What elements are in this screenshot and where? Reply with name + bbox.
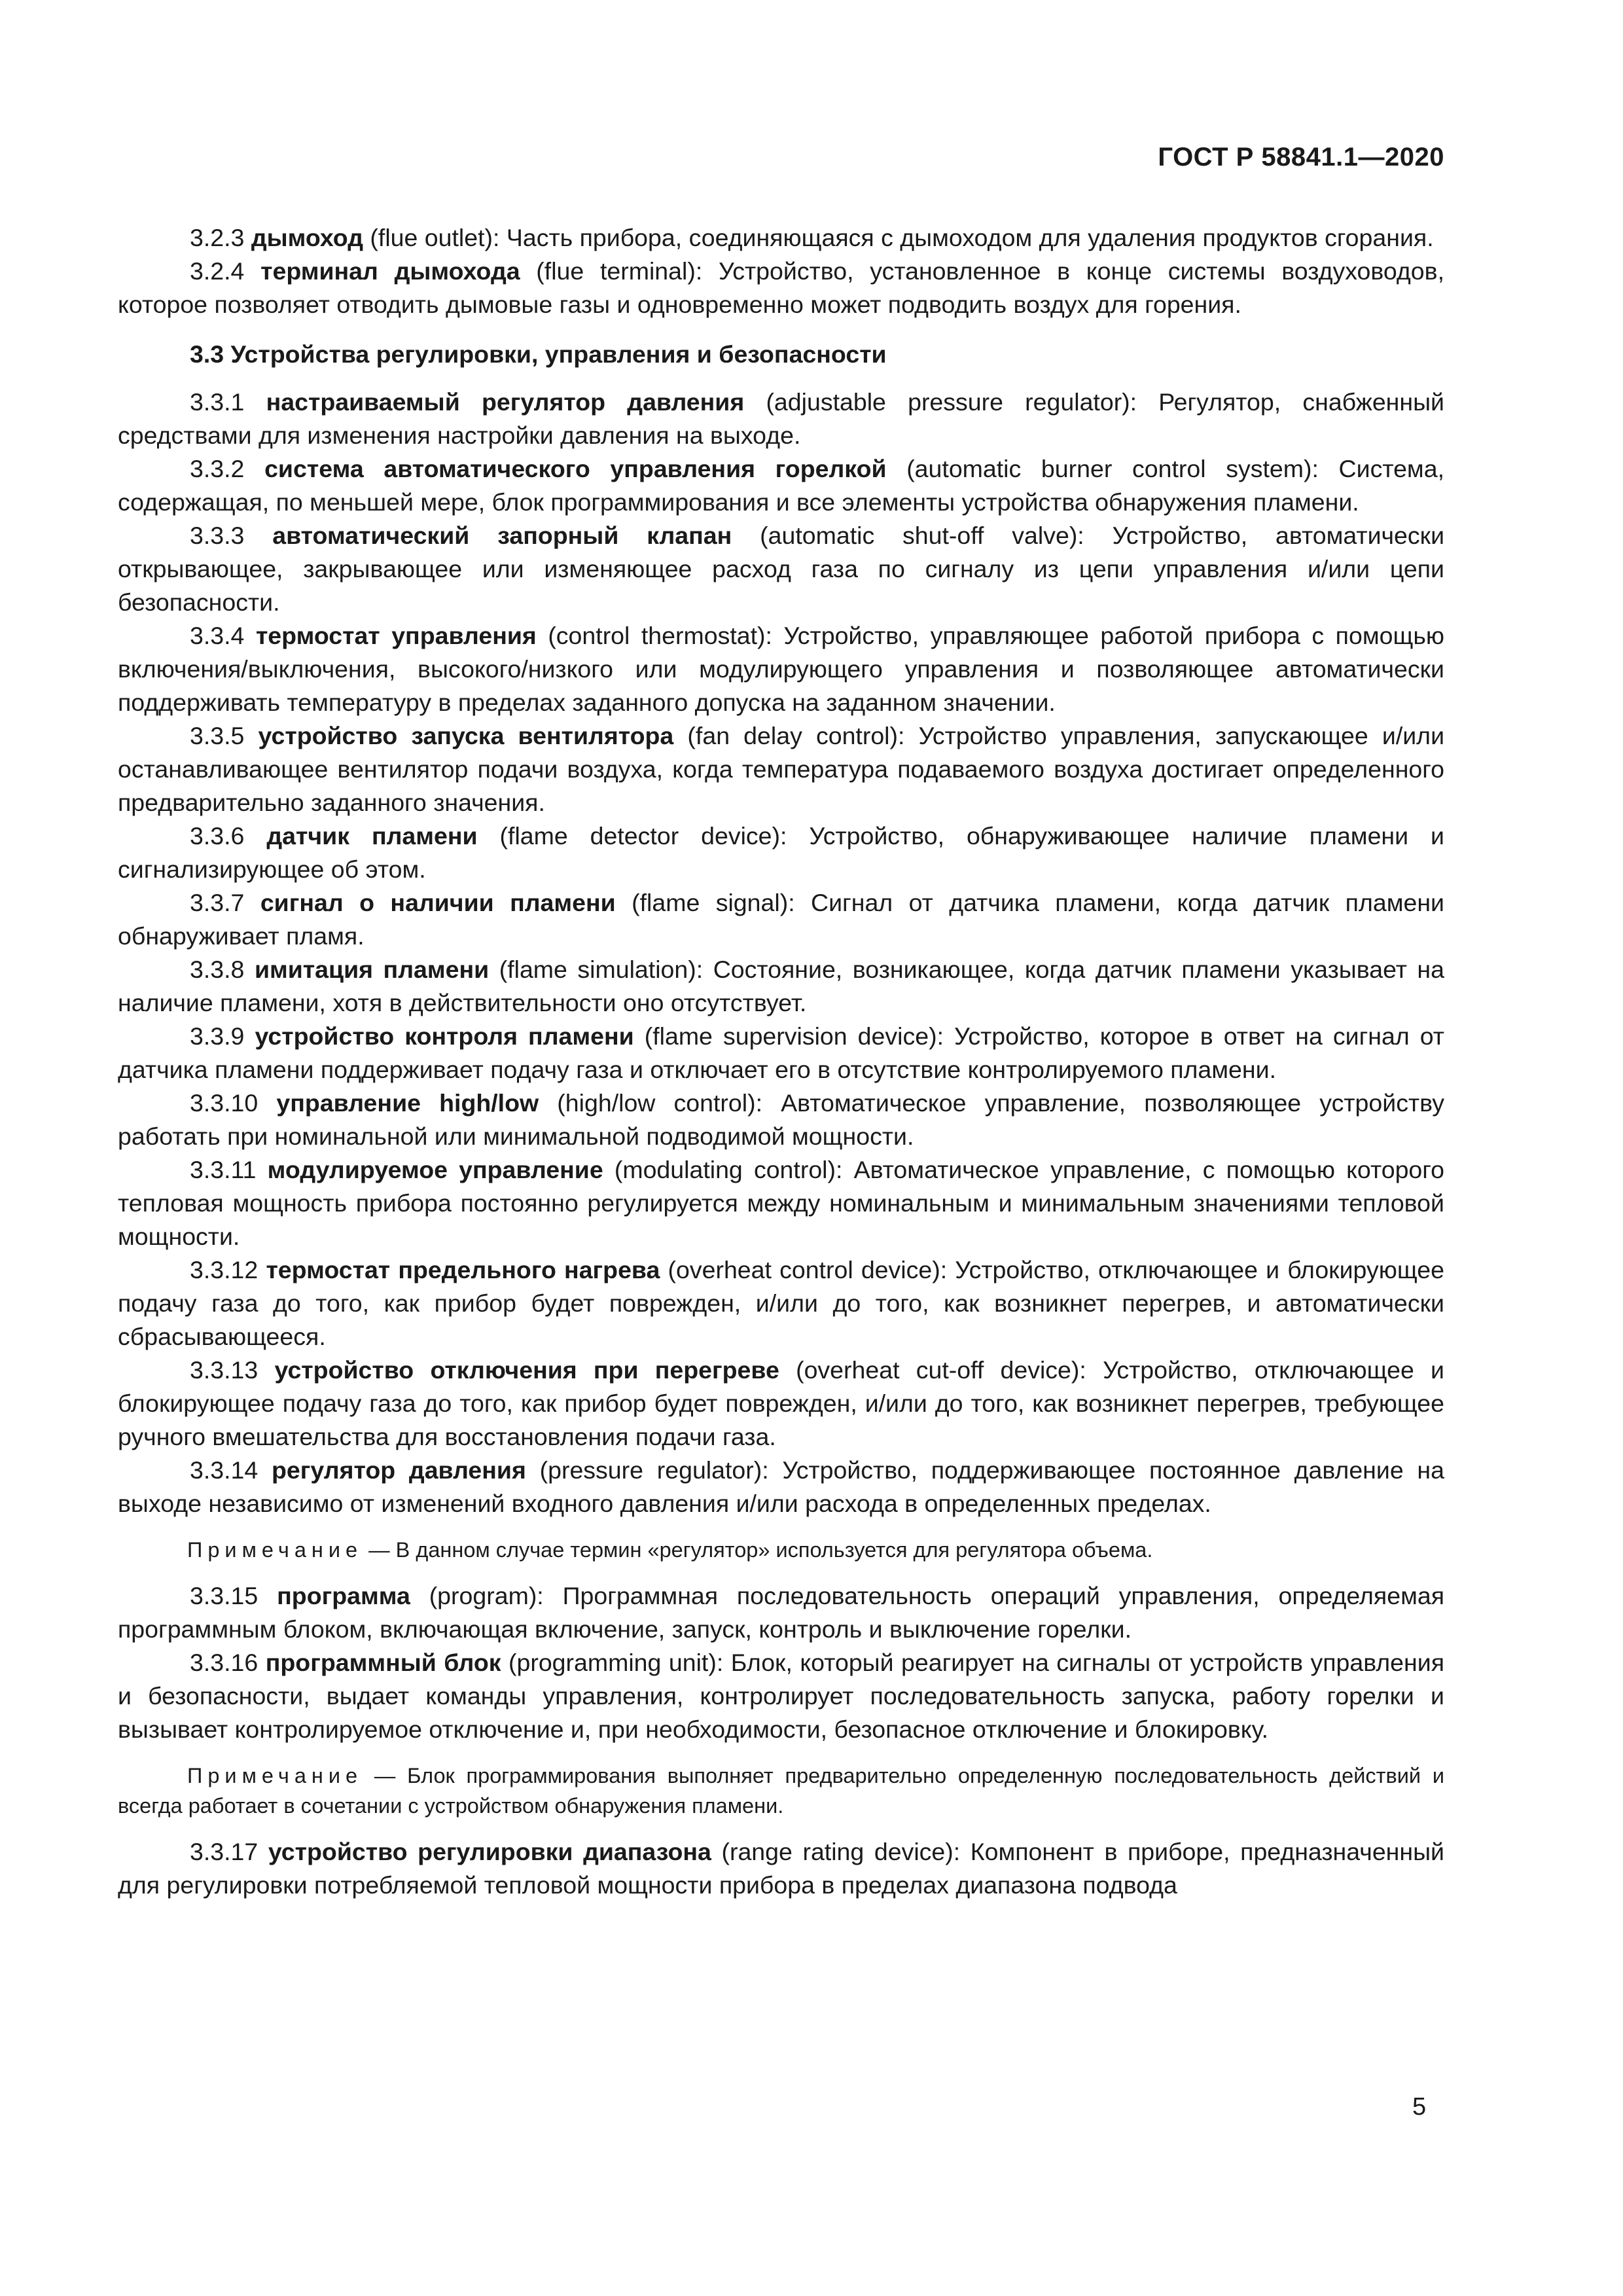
term: регулятор давления [272, 1456, 526, 1484]
note: Примечание — В данном случае термин «регулятор» используется для регулятора объема. [187, 1538, 1153, 1562]
definition-entry: 3.3.11 модулируемое управление (modulating control): Автоматическое управление, с помощью которого тепловая мощность прибора постоянно регулируется между номинальным и минимальным значениями тепловой мощности. [118, 1156, 1444, 1250]
entries-group-b [118, 386, 1444, 1520]
term: датчик пламени [266, 822, 478, 850]
term: термостат управления [255, 622, 537, 649]
term: программа [277, 1582, 410, 1609]
note: Примечание — Блок программирования выполняет предварительно определенную последовательность действий и всегда работает в сочетании с устройством обнаружения пламени. [118, 1764, 1444, 1818]
definition-entry: 3.3.3 автоматический запорный клапан (automatic shut-off valve): Устройство, автоматически открывающее, закрывающее или изменяющее расход газа по сигналу из цепи управления и/или цепи безопасности. [118, 522, 1445, 616]
note-label: Примечание [187, 1538, 363, 1562]
term: автоматический запорный клапан [272, 522, 732, 549]
definition-entry: 3.3.16 программный блок (programming unit): Блок, который реагирует на сигналы от устройств управления и безопасности, выдает команды управления, контролирует последовательность запуска, работу горелки и вызывает контролируемое отключение и, при необходимости, безопасное отключение и блокировку. [118, 1649, 1444, 1743]
term: сигнал о наличии пламени [260, 889, 616, 916]
definition-entry: 3.3.7 сигнал о наличии пламени (flame signal): Сигнал от датчика пламени, когда датчик пламени обнаруживает пламя. [118, 889, 1444, 950]
term: настраиваемый регулятор давления [266, 388, 745, 416]
definition-entry: 3.3.4 термостат управления (control thermostat): Устройство, управляющее работой прибора с помощью включения/выключения, высокого/низкого или модулирующего управления и позволяющее автоматически поддерживать температуру в пределах заданного допуска на заданном значении. [118, 622, 1444, 716]
definition-entry: 3.3.9 устройство контроля пламени (flame supervision device): Устройство, которое в ответ на сигнал от датчика пламени поддерживает подачу газа и отключает его в отсутствие контролируемого пламени. [118, 1022, 1444, 1083]
definition-entry: 3.3.17 устройство регулировки диапазона (range rating device): Компонент в приборе, предназначенный для регулировки потребляемой тепловой мощности прибора в пределах диапазона подвода [118, 1838, 1445, 1899]
section-heading: 3.3 Устройства регулировки, управления и безопасности [190, 340, 887, 368]
term: терминал дымохода [260, 257, 520, 285]
term: устройство запуска вентилятора [258, 722, 674, 749]
term: термостат предельного нагрева [266, 1256, 660, 1283]
definition-entry: 3.3.14 регулятор давления (pressure regulator): Устройство, поддерживающее постоянное давление на выходе независимо от изменений входного давления и/или расхода в определенных пределах. [118, 1456, 1444, 1517]
definition-entry: 3.3.15 программа (program): Программная последовательность операций управления, определяемая программным блоком, включающая включение, запуск, контроль и выключение горелки. [118, 1582, 1445, 1643]
entries-group-d [118, 1835, 1444, 1902]
definition-entry: 3.3.2 система автоматического управления горелкой (automatic burner control system): Система, содержащая, по меньшей мере, блок программирования и все элементы устройства обнаружения пламени. [118, 455, 1444, 516]
term: управление high/low [276, 1089, 539, 1117]
page-number: 5 [1412, 2093, 1427, 2121]
definition-entry: 3.3.10 управление high/low (high/low control): Автоматическое управление, позволяющее устройству работать при номинальной или минимальной подводимой мощности. [118, 1089, 1444, 1150]
term: устройство контроля пламени [255, 1022, 634, 1050]
term: дымоход [251, 224, 364, 251]
note-label: Примечание [187, 1764, 363, 1787]
definition-entry: 3.2.4 терминал дымохода (flue terminal): Устройство, установленное в конце системы воздуховодов, которое позволяет отводить дымовые газы и одновременно может подводить воздух для горения. [118, 257, 1444, 318]
definition-entry: 3.3.12 термостат предельного нагрева (overheat control device): Устройство, отключающее и блокирующее подачу газа до того, как прибор будет поврежден, и/или до того, как возникнет перегрев, и автоматически сбрасывающееся. [118, 1256, 1444, 1350]
term: модулируемое управление [267, 1156, 603, 1183]
entries-group-a [118, 221, 1444, 321]
definition-entry: 3.2.3 дымоход (flue outlet): Часть прибора, соединяющаяся с дымоходом для удаления продуктов сгорания. [190, 224, 1434, 251]
term: устройство регулировки диапазона [268, 1838, 711, 1865]
document-standard-header: ГОСТ Р 58841.1—2020 [1158, 143, 1444, 171]
definition-entry: 3.3.13 устройство отключения при перегреве (overheat cut-off device): Устройство, отключающее и блокирующее подачу газа до того, как прибор будет поврежден, и/или до того, как возникнет перегрев, требующее ручного вмешательства для восстановления подачи газа. [118, 1356, 1444, 1450]
definition-entry: 3.3.6 датчик пламени (flame detector device): Устройство, обнаруживающее наличие пламени и сигнализирующее об этом. [118, 822, 1444, 883]
entries-group-c [118, 1579, 1444, 1746]
term: имитация пламени [254, 956, 490, 983]
definition-entry: 3.3.8 имитация пламени (flame simulation): Состояние, возникающее, когда датчик пламени указывает на наличие пламени, хотя в действительности оно отсутствует. [118, 956, 1444, 1016]
term: система автоматического управления горелкой [264, 455, 887, 482]
definition-entry: 3.3.5 устройство запуска вентилятора (fan delay control): Устройство управления, запускающее и/или останавливающее вентилятор подачи воздуха, когда температура подаваемого воздуха достигает определенного предварительно заданного значения. [118, 722, 1445, 816]
definition-entry: 3.3.1 настраиваемый регулятор давления (adjustable pressure regulator): Регулятор, снабженный средствами для изменения настройки давления на выходе. [118, 388, 1445, 449]
document-body [118, 221, 1444, 1902]
term: программный блок [265, 1649, 501, 1676]
term: устройство отключения при перегреве [274, 1356, 779, 1384]
